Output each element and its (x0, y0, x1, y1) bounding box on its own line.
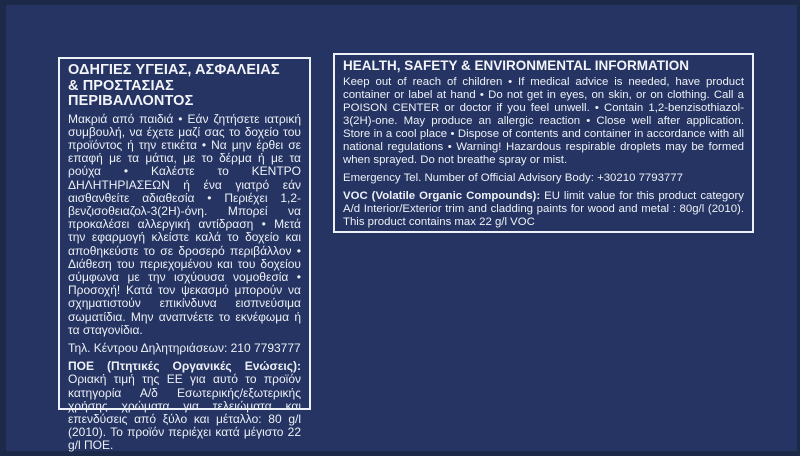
english-voc-statement (343, 190, 744, 229)
greek-voc-statement (68, 360, 301, 452)
english-voc-label: VOC (Volatile Organic Compounds): (343, 190, 541, 202)
greek-voc-label: ΠΟΕ (Πτητικές Οργανικές Ενώσεις): (68, 359, 301, 374)
english-panel-title: HEALTH, SAFETY & ENVIRONMENTAL INFORMATION (343, 58, 689, 73)
english-emergency-phone: Emergency Tel. Number of Official Advisory Body: +30210 7793777 (343, 172, 683, 184)
greek-title-line-1: ΟΔΗΓΙΕΣ ΥΓΕΙΑΣ, ΑΣΦΑΛΕΙΑΣ (68, 62, 280, 78)
greek-safety-text: Μακριά από παιδιά • Εάν ζητήσετε ιατρική συμβουλή, να έχετε μαζί σας το δοχείο του προϊόντος ή την ετικέτα • Να μην έρθει σε επαφή με τα μάτια, με το δέρμα ή με τα ρούχα • Καλέστε το ΚΕΝΤΡΟ ΔΗΛΗΤΗΡΙΑΣΕΩΝ ή ένα γιατρό εάν αισθανθείτε αδιαθεσία • Περιέχει 1,2-βενζισοθειαζολ-3(2H)-όνη. Μπορεί να προκαλέσει αλλεργική αντίδραση • Μετά την εφαρμογή κλείστε καλά το δοχείο και αποθηκεύστε το σε δροσερό περιβάλλον • Διάθεση του περιεχομένου και του δοχείου σύμφωνα με την ισχύουσα νομοθεσία • Προσοχή! Κατά τον ψεκασμό μπορούν να σχηματιστούν επικίνδυνα εισπνεύσιμα σωματίδια. Μην αναπνέετε το εκνέφωμα ή τα σταγονίδια. (68, 111, 301, 337)
english-voc-text: EU limit value for this product category A/d Interior/Exterior trim and cladding paints for wood and metal : 80g/l (2010). This product contains max 22 g/l VOC (343, 190, 745, 228)
greek-voc-text: Οριακή τιμή της ΕΕ για αυτό το προϊόν κατηγορία Α/δ Εσωτερικής/εξωτερικής χρήσης χρώματα για τελειώματα και επενδύσεις από ξύλο και μέταλλο: 80 g/l (2010). Το προϊόν περιέχει κατά μέγιστο 22 g/l ΠΟΕ. (68, 372, 301, 453)
label-background (6, 5, 797, 451)
english-info-panel (333, 53, 754, 233)
greek-poison-center-phone: Τηλ. Κέντρου Δηλητηριάσεων: 210 7793777 (68, 340, 301, 355)
greek-title-line-2: & ΠΡΟΣΤΑΣΙΑΣ ΠΕΡΙΒΑΛΛΟΝΤΟΣ (68, 77, 194, 109)
english-safety-text: Keep out of reach of children • If medical advice is needed, have product container or label at hand • Do not get in eyes, on skin, or on clothing. Call a POISON CENTER or doctor if you feel unwell. • Contain 1,2-benzisothiazol-3(2H)-one. May produce an allergic reaction • Close well after application. Store in a cool place • Dispose of contents and container in accordance with all national regulations • Warning! Hazardous respirable droplets may be formed when sprayed. Do not breathe spray or mist. (343, 76, 744, 166)
greek-panel-title (68, 63, 301, 110)
greek-info-panel (58, 57, 311, 453)
